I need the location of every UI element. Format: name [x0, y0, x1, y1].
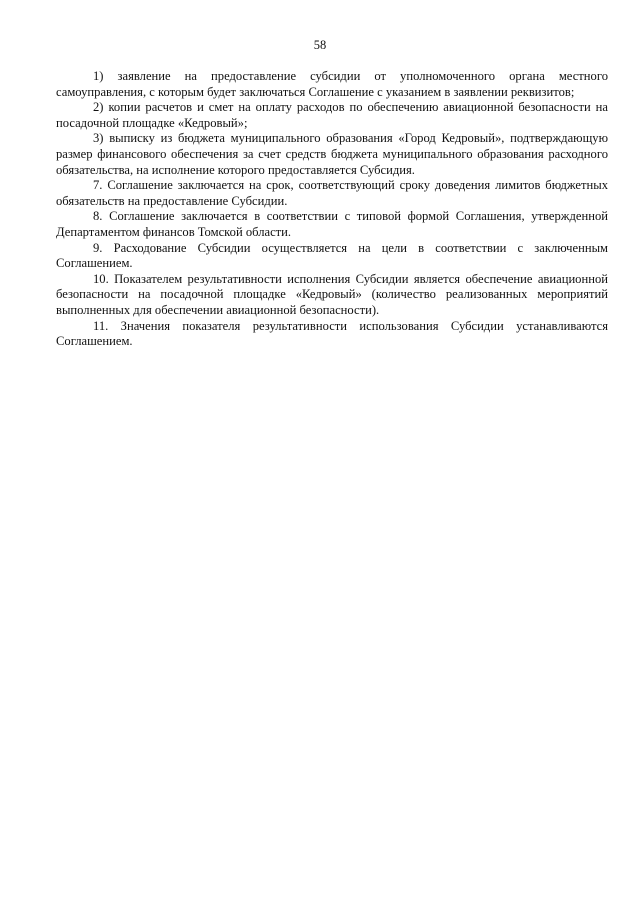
- paragraph-7-agreement-term: 7. Соглашение заключается на срок, соответствующий сроку доведения лимитов бюджетных обязательств на предоставление Субсидии.: [56, 178, 608, 208]
- paragraph-item-3-budget-extract: 3) выписку из бюджета муниципального образования «Город Кедровый», подтверждающую размер финансового обеспечения за счет средств бюджета муниципального образования расходного обязательства, на исполнение которого предоставляется Субсидия.: [56, 131, 608, 177]
- paragraph-9-spending: 9. Расходование Субсидии осуществляется на цели в соответствии с заключенным Соглашением.: [56, 240, 608, 271]
- page-number: 58: [313, 38, 327, 52]
- document-body: [56, 69, 608, 350]
- paragraph-8-agreement-form: 8. Соглашение заключается в соответствии с типовой формой Соглашения, утвержденной Департаментом финансов Томской области.: [56, 209, 608, 239]
- paragraph-item-1-application: 1) заявление на предоставление субсидии от уполномоченного органа местного самоуправления, с которым будет заключаться Соглашение с указанием в заявлении реквизитов;: [56, 69, 608, 99]
- paragraph-11-indicator-values: 11. Значения показателя результативности использования Субсидии устанавливаются Соглашением.: [56, 318, 608, 349]
- paragraph-item-2-copies: 2) копии расчетов и смет на оплату расходов по обеспечению авиационной безопасности на посадочной площадке «Кедровый»;: [56, 100, 608, 130]
- paragraph-10-indicator: 10. Показателем результативности исполнения Субсидии является обеспечение авиационной безопасности на посадочной площадке «Кедровый» (количество реализованных мероприятий выполненных для обеспечении авиационной безопасности).: [56, 271, 608, 317]
